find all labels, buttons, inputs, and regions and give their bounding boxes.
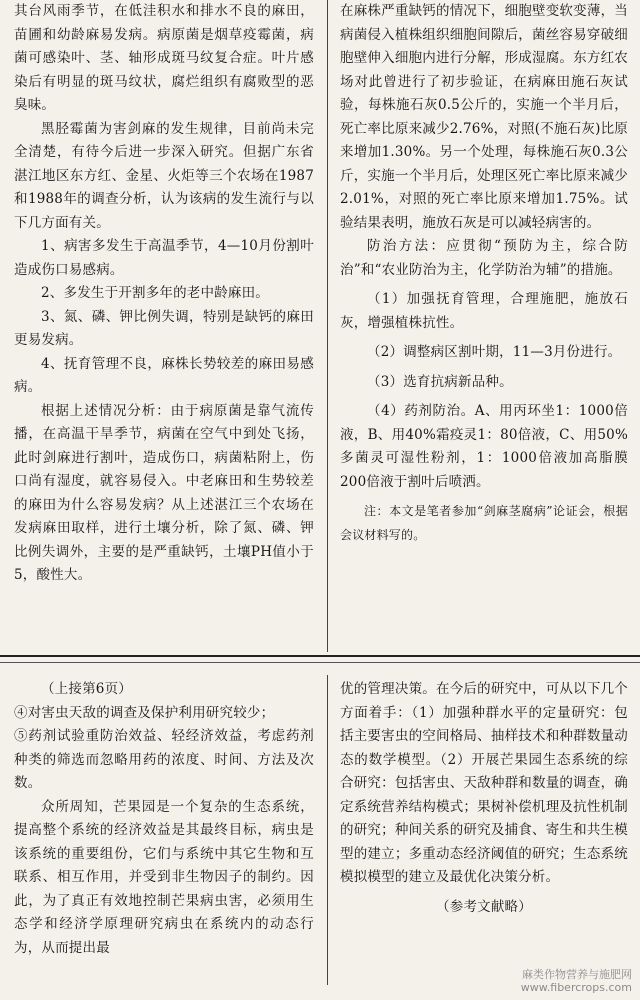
watermark-title: 麻类作物营养与施肥网 [522, 968, 632, 981]
lower-right-column [340, 678, 628, 983]
paragraph: 4、抚育管理不良，麻株长势较差的麻田易感病。 [14, 355, 314, 395]
paragraph: 众所周知，芒果园是一个复杂的生态系统，提高整个系统的经济效益是其最终目标，病虫是该系统的重要组份，它们与系统中其它生物和互联系、相互作用，并受到非生物因子的制约。因此，为了真正有效地控制芒果病虫害，必须用生态学和经济学原理研究病虫在系统内的动态行为，从而提出最 [14, 798, 314, 956]
paragraph: （参考文献略） [436, 898, 532, 915]
paragraph: 黑胫霉菌为害剑麻的发生规律，目前尚未完全清楚，有待今后进一步深入研究。但据广东省湛江地区东方红、金星、火炬等三个农场在1987和1988年的调查分析，认为该病的发生流行与以下几方面有关。 [14, 120, 314, 231]
upper-left-column [14, 0, 314, 650]
column-divider-bottom [327, 675, 328, 985]
paragraph: 在麻株严重缺钙的情况下，细胞壁变软变薄，当病菌侵入植株组织细胞间隙后，菌丝容易穿破细胞壁伸入细胞内进行分解，形成湿腐。东方红农场对此曾进行了初步验证，在病麻田施石灰试验，每株施石灰0.5公斤的，实施一个半月后，死亡率比原来减少2.76%，对照(不施石灰)比原来增加1.30%。另一个处理，每株施石灰0.3公斤，实施一个半月后，处理区死亡率比原来减少2.01%，对照的死亡率比原来增加1.75%。试验结果表明，施放石灰是可以减轻病害的。 [340, 3, 628, 231]
paragraph: 根据上述情况分析：由于病原菌是靠气流传播，在高温干旱季节，病菌在空气中到处飞扬，此时剑麻进行割叶，造成伤口，病菌粘附上，伤口尚有湿度，就容易侵入。中老麻田和生势较差的麻田为什么容易发病？从上述湛江三个农场在发病麻田取样，进行土壤分析，除了氮、磷、钾比例失调外，主要的是严重缺钙，土壤PH值小于5，酸性大。 [14, 402, 314, 583]
paragraph: 其台风雨季节，在低洼积水和排水不良的麻田，苗圃和幼龄麻易发病。病原菌是烟草疫霉菌，病菌可感染叶、茎、轴形成斑马纹复合症。叶片感染后有明显的斑马纹状，腐烂组织有腐败型的恶臭味。 [14, 3, 314, 113]
column-divider-top [327, 0, 328, 652]
paragraph: （3）选育抗病新品种。 [367, 373, 513, 390]
paragraph: 优的管理决策。在今后的研究中，可从以下几个方面着手：（1）加强种群水平的定量研究：包括主要害虫的空间格局、抽样技术和种群数量动态的数学模型。（2）开展芒果园生态系统的综合研究：包括害虫、天敌种群和数量的调查，确定系统营养结构模式；果树补偿机理及抗性机制的研究；种间关系的研究及捕食、寄生和共生模型的建立；多重动态经济阈值的研究；生态系统模拟模型的建立及最优化决策分析。 [340, 681, 628, 885]
section-divider [0, 655, 640, 657]
watermark-url: www.fibercrops.com [520, 981, 632, 994]
upper-right-column [340, 0, 628, 650]
paragraph: （4）药剂防治。A、用丙环坐1：1000倍液，B、用40%霜疫灵1：80倍液，C、用50%多菌灵可湿性粉剂，1：1000倍液加高脂膜200倍液于割叶后喷洒。 [340, 403, 628, 490]
paragraph: 2、多发生于开割多年的老中龄麻田。 [41, 285, 269, 301]
paragraph: ⑤药剂试验重防治效益、轻经济效益，考虑药剂种类的筛选而忽略用药的浓度、时间、方法及次数。 [14, 728, 314, 791]
paragraph: 1、病害多发生于高温季节，4—10月份割叶造成伤口易感病。 [14, 238, 314, 278]
lower-left-column [14, 678, 314, 983]
paragraph: （上接第6页） [41, 681, 132, 697]
paragraph: ④对害虫天敌的调查及保护利用研究较少； [14, 704, 275, 721]
section-divider-thin [0, 662, 640, 663]
paragraph: （1）加强抚育管理，合理施肥，施放石灰，增强植株抗性。 [340, 291, 628, 331]
paragraph: 3、氮、磷、钾比例失调，特别是缺钙的麻田更易发病。 [14, 308, 314, 348]
paragraph: 注：本文是笔者参加“剑麻茎腐病”论证会，根据会议材料写的。 [340, 504, 628, 542]
site-watermark [521, 968, 632, 994]
paragraph: （2）调整病区割叶期，11—3月份进行。 [367, 344, 622, 360]
paragraph: 防治方法：应贯彻“预防为主，综合防治”和“农业防治为主，化学防治为辅”的措施。 [340, 238, 628, 278]
